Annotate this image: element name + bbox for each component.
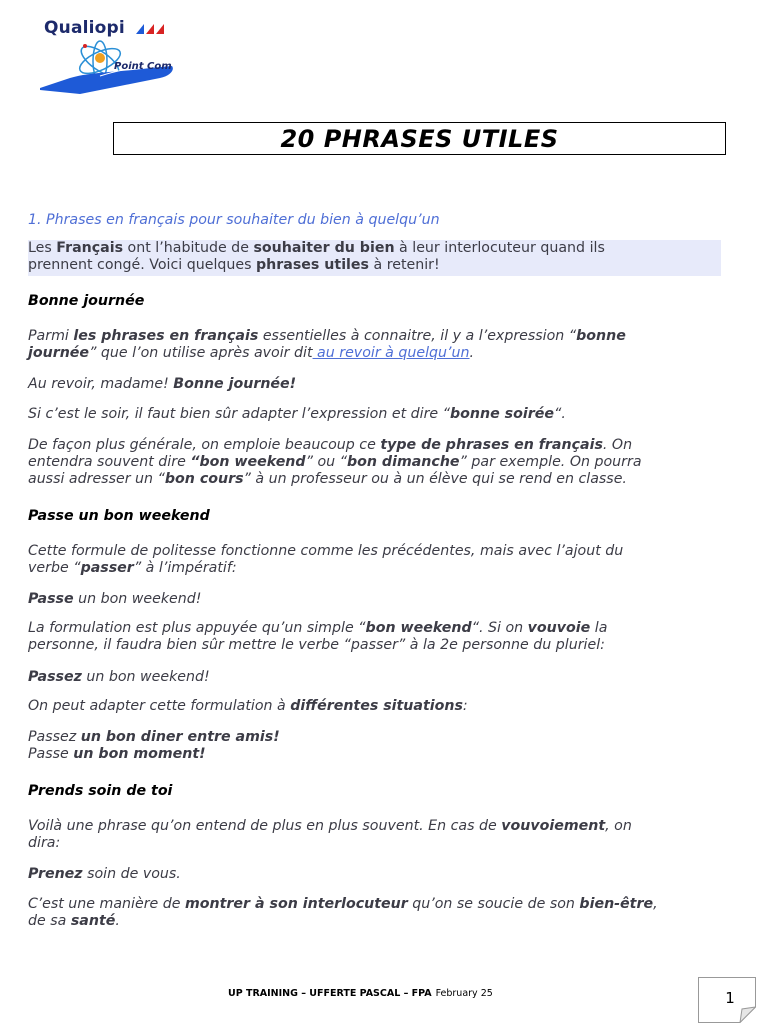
- page-title: 20 PHRASES UTILES: [280, 124, 559, 153]
- subheading-bonne-journee: Bonne journée: [28, 293, 145, 309]
- paragraph: De façon plus générale, on emploie beaucoup ce type de phrases en français. On entendra souvent dire “bon weekend” ou “bon dimanche” par exemple. On pourra aussi adresser un “bon cours” à un professeur ou à un élève qui se rend en classe.: [28, 437, 642, 487]
- section-heading-1: 1. Phrases en français pour souhaiter du bien à quelqu’un: [28, 212, 440, 228]
- subheading-prends-soin: Prends soin de toi: [28, 783, 173, 799]
- paragraph: La formulation est plus appuyée qu’un simple “bon weekend“. Si on vouvoie la personne, il faudra bien sûr mettre le verbe “passer” à la 2e personne du pluriel:: [28, 620, 608, 653]
- logo-subtext: Point Com: [114, 61, 172, 72]
- paragraph: Voilà une phrase qu’on entend de plus en plus souvent. En cas de vouvoiement, on dira:: [28, 818, 632, 851]
- paragraph: C’est une manière de montrer à son interlocuteur qu’on se soucie de son bien-être, de sa santé.: [28, 896, 658, 929]
- page-footer: [228, 988, 493, 999]
- qualiopi-logo: [40, 16, 190, 106]
- paragraph: Passez un bon diner entre amis! Passe un bon moment!: [28, 729, 280, 762]
- paragraph: Parmi les phrases en français essentielles à connaitre, il y a l’expression “bonne journée” que l’on utilise après avoir dit au revoir à quelqu’un.: [28, 328, 626, 361]
- paragraph: Passez un bon weekend!: [28, 669, 210, 685]
- page-title-box: [113, 122, 726, 155]
- paragraph: Cette formule de politesse fonctionne comme les précédentes, mais avec l’ajout du verbe “passer” à l’impératif:: [28, 543, 624, 576]
- intro-paragraph: Les Français ont l’habitude de souhaiter du bien à leur interlocuteur quand ils prennent congé. Voici quelques phrases utiles à retenir!: [28, 240, 721, 276]
- logo-wordmark: Qualiopi: [44, 18, 125, 38]
- footer-text: UP TRAINING – UFFERTE PASCAL – FPA: [228, 988, 432, 999]
- paragraph: Passe un bon weekend!: [28, 591, 202, 607]
- page-number: 1: [725, 989, 735, 1007]
- page-number-box: [698, 977, 756, 1023]
- paragraph: On peut adapter cette formulation à différentes situations:: [28, 698, 468, 714]
- footer-date: February 25: [435, 988, 493, 999]
- paragraph: Si c’est le soir, il faut bien sûr adapter l’expression et dire “bonne soirée“.: [28, 406, 566, 422]
- au-revoir-link[interactable]: au revoir à quelqu’un: [312, 345, 470, 361]
- paragraph: Prenez soin de vous.: [28, 866, 181, 882]
- subheading-passe-weekend: Passe un bon weekend: [28, 508, 210, 524]
- paragraph: Au revoir, madame! Bonne journée!: [28, 376, 297, 392]
